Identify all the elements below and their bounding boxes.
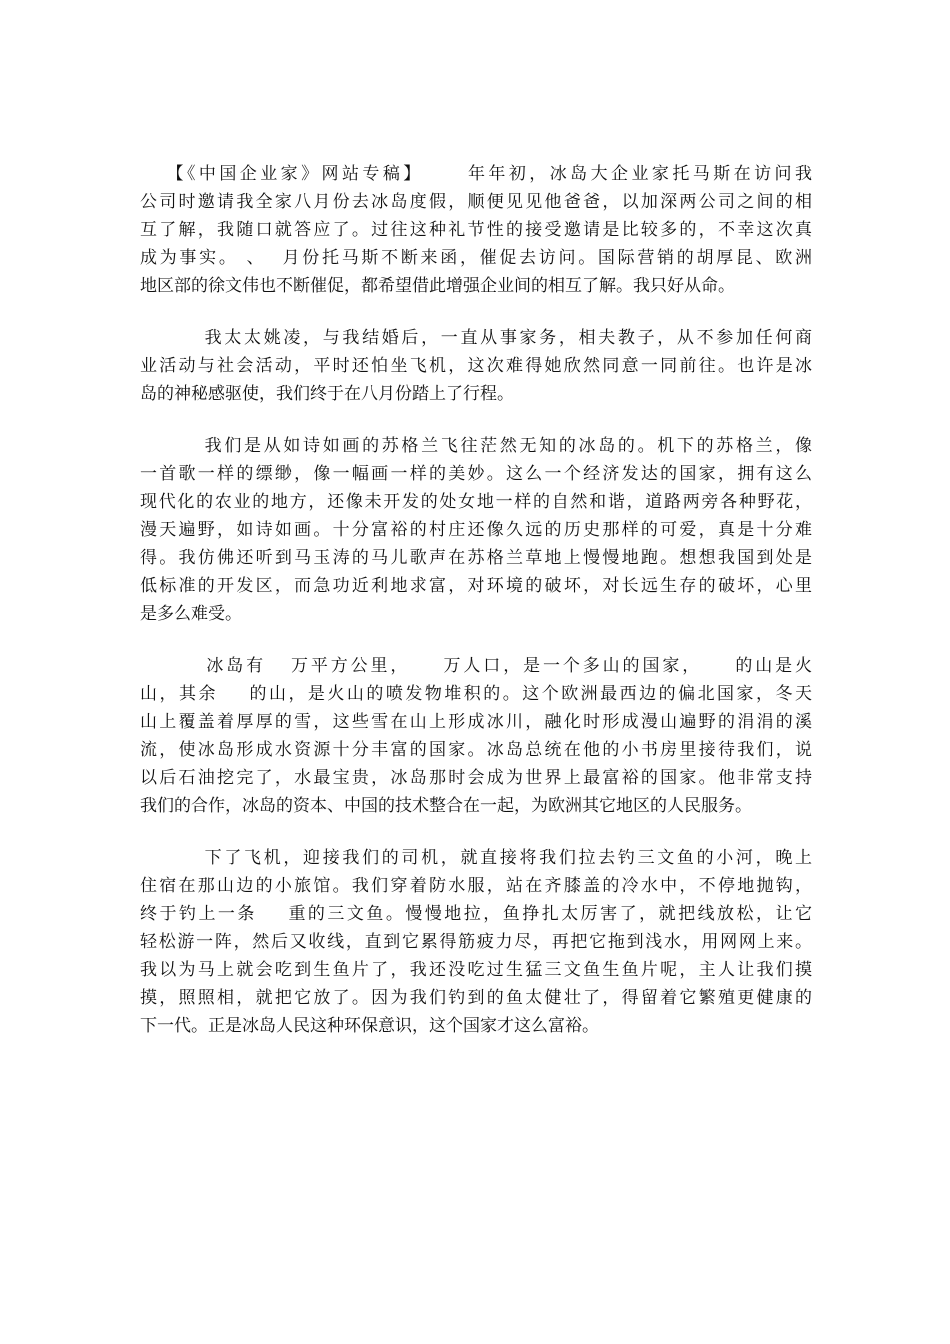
text-line: 我们的合作，冰岛的资本、中国的技术整合在一起，为欧洲其它地区的人民服务。 <box>140 796 752 816</box>
text-line: 低标准的开发区，而急功近利地求富，对环境的破坏，对长远生存的破坏，心里 <box>140 576 812 596</box>
text-line: 我们是从如诗如画的苏格兰飞往茫然无知的冰岛的。机下的苏格兰，像 <box>140 436 812 456</box>
text-line: 漫天遍野，如诗如画。十分富裕的村庄还像久远的历史那样的可爱，真是十分难 <box>140 520 812 540</box>
text-line: 是多么难受。 <box>140 604 242 624</box>
text-line: 山上覆盖着厚厚的雪，这些雪在山上形成冰川，融化时形成漫山遍野的涓涓的溪 <box>140 712 812 732</box>
text-line: 下一代。正是冰岛人民这种环保意识，这个国家才这么富裕。 <box>140 1016 599 1036</box>
text-line: 互了解，我随口就答应了。过往这种礼节性的接受邀请是比较多的，不幸这次真 <box>140 220 812 240</box>
text-line: 住宿在那山边的小旅馆。我们穿着防水服，站在齐膝盖的冷水中，不停地抛钩， <box>140 876 812 896</box>
text-line: 业活动与社会活动，平时还怕坐飞机，这次难得她欣然同意一同前往。也许是冰 <box>140 356 812 376</box>
document-page <box>140 160 812 1064</box>
text-line: 地区部的徐文伟也不断催促，都希望借此增强企业间的相互了解。我只好从命。 <box>140 276 735 296</box>
text-line: 岛的神秘感驱使，我们终于在八月份踏上了行程。 <box>140 384 514 404</box>
text-line: 得。我仿佛还听到马玉涛的马儿歌声在苏格兰草地上慢慢地跑。想想我国到处是 <box>140 548 812 568</box>
text-line: 流，使冰岛形成水资源十分丰富的国家。冰岛总统在他的小书房里接待我们，说 <box>140 740 812 760</box>
paragraph-5 <box>140 844 812 1040</box>
text-line: 下了飞机，迎接我们的司机，就直接将我们拉去钓三文鱼的小河，晚上 <box>140 848 812 868</box>
text-line: 一首歌一样的缥缈，像一幅画一样的美妙。这么一个经济发达的国家，拥有这么 <box>140 464 812 484</box>
text-line: 冰岛有 万平方公里， 万人口，是一个多山的国家， 的山是火 <box>140 656 812 676</box>
text-line: 山，其余 的山，是火山的喷发物堆积的。这个欧洲最西边的偏北国家，冬天 <box>140 684 812 704</box>
text-line: 成为事实。 、 月份托马斯不断来函，催促去访问。国际营销的胡厚昆、欧洲 <box>140 248 812 268</box>
text-line: 终于钓上一条 重的三文鱼。慢慢地拉，鱼挣扎太厉害了，就把线放松，让它 <box>140 904 812 924</box>
text-line: 我太太姚凌，与我结婚后，一直从事家务，相夫教子，从不参加任何商 <box>140 328 812 348</box>
text-line: 【《中国企业家》网站专稿】 年年初，冰岛大企业家托马斯在访问我 <box>140 164 812 184</box>
text-line: 以后石油挖完了，水最宝贵，冰岛那时会成为世界上最富裕的国家。他非常支持 <box>140 768 812 788</box>
paragraph-1 <box>140 160 812 300</box>
text-line: 现代化的农业的地方，还像未开发的处女地一样的自然和谐，道路两旁各种野花， <box>140 492 812 512</box>
paragraph-3 <box>140 432 812 628</box>
paragraph-4 <box>140 652 812 820</box>
text-line: 公司时邀请我全家八月份去冰岛度假，顺便见见他爸爸，以加深两公司之间的相 <box>140 192 812 212</box>
text-line: 轻松游一阵，然后又收线，直到它累得筋疲力尽，再把它拖到浅水，用网网上来。 <box>140 932 812 952</box>
text-line: 摸，照照相，就把它放了。因为我们钓到的鱼太健壮了，得留着它繁殖更健康的 <box>140 988 812 1008</box>
text-line: 我以为马上就会吃到生鱼片了，我还没吃过生猛三文鱼生鱼片呢，主人让我们摸 <box>140 960 812 980</box>
paragraph-2 <box>140 324 812 408</box>
